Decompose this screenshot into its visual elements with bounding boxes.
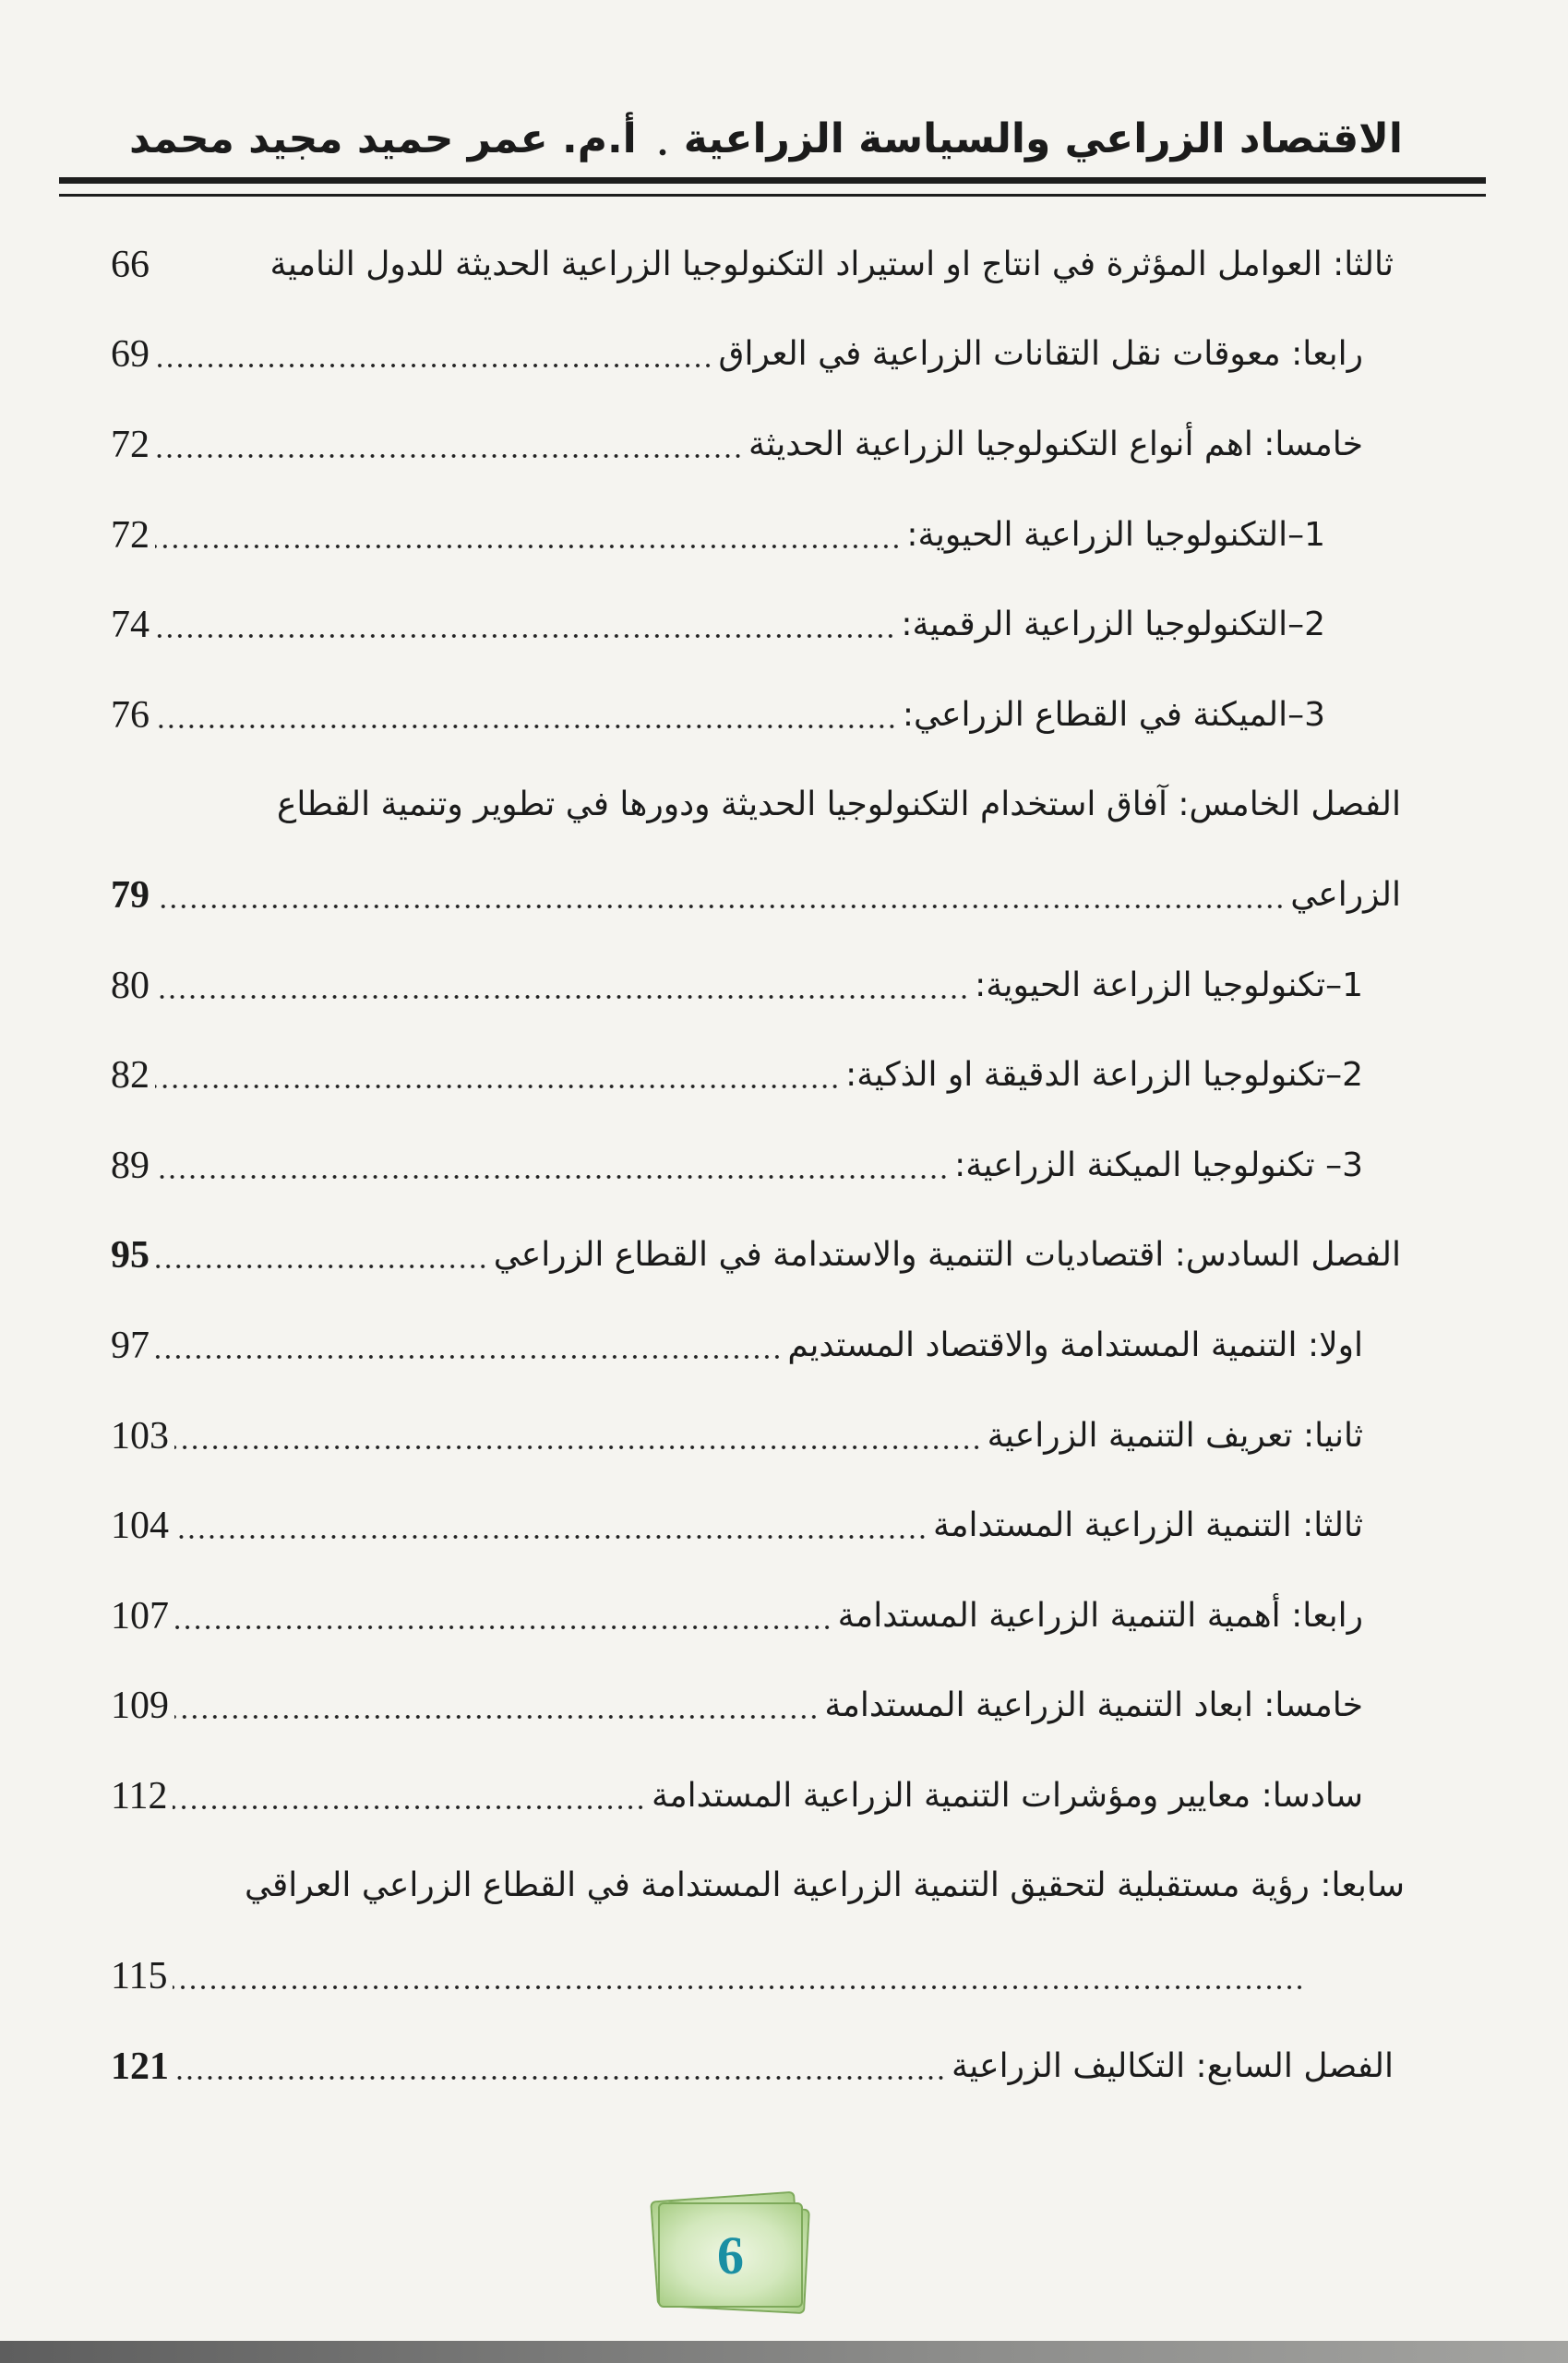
dot-leader xyxy=(174,1596,832,1637)
toc-entry-page: 104 xyxy=(111,1505,169,1548)
toc-entry-page: 107 xyxy=(111,1594,169,1637)
toc-entry xyxy=(111,1841,1405,1932)
toc-entry-title: رابعا: أهمية التنمية الزراعية المستدامة xyxy=(837,1596,1363,1635)
toc-entry-page: 69 xyxy=(111,333,150,377)
toc-chapter-entry-continued xyxy=(111,850,1405,941)
toc-entry xyxy=(111,1571,1405,1661)
toc-entry xyxy=(111,400,1405,490)
toc-entry-page: 76 xyxy=(111,693,150,737)
toc-chapter-page: 121 xyxy=(111,2045,169,2088)
toc-entry xyxy=(111,1751,1405,1841)
dot-leader xyxy=(174,2046,946,2087)
toc-list xyxy=(111,220,1405,2111)
toc-entry-page: 72 xyxy=(111,513,150,557)
toc-entry-title: اولا: التنمية المستدامة والاقتصاد المستديم xyxy=(787,1325,1363,1364)
toc-entry-page: 80 xyxy=(111,964,150,1007)
toc-entry-page: 66 xyxy=(111,243,150,286)
dot-leader xyxy=(155,334,713,375)
toc-entry-title: 1–التكنولوجيا الزراعية الحيوية: xyxy=(906,515,1325,554)
toc-chapter-title: الزراعي xyxy=(1290,875,1401,914)
toc-entry-title: سابعا: رؤية مستقبلية لتحقيق التنمية الزراعية المستدامة في القطاع الزراعي العراقي xyxy=(244,1866,1405,1905)
badge-card-front xyxy=(658,2202,803,2308)
toc-chapter-entry xyxy=(111,1211,1405,1301)
toc-entry-page: 74 xyxy=(111,604,150,647)
toc-entry xyxy=(111,1121,1405,1211)
toc-entry-page: 82 xyxy=(111,1054,150,1098)
toc-entry-title: 3– تكنولوجيا الميكنة الزراعية: xyxy=(954,1146,1363,1184)
dot-leader xyxy=(155,966,969,1006)
toc-chapter-title: الفصل السادس: اقتصاديات التنمية والاستدامة في القطاع الزراعي xyxy=(493,1236,1401,1275)
toc-entry xyxy=(111,1030,1405,1121)
dot-leader xyxy=(173,1776,646,1817)
toc-chapter-page: 95 xyxy=(111,1234,150,1277)
toc-entry-title: 2–التكنولوجيا الزراعية الرقمية: xyxy=(901,606,1325,644)
toc-chapter-entry xyxy=(111,761,1405,851)
dot-leader xyxy=(174,1505,928,1546)
toc-entry xyxy=(111,1391,1405,1481)
toc-entry-page: 115 xyxy=(111,1955,168,1998)
toc-entry xyxy=(111,941,1405,1031)
toc-chapter-title: الفصل السابع: التكاليف الزراعية xyxy=(951,2046,1394,2085)
page-number: 6 xyxy=(717,2225,744,2285)
running-header xyxy=(129,103,1403,174)
toc-entry xyxy=(111,220,1405,310)
dot-leader xyxy=(174,1416,982,1457)
toc-entry-title: خامسا: اهم أنواع التكنولوجيا الزراعية الحديثة xyxy=(748,425,1363,463)
dot-leader xyxy=(155,425,743,465)
author-name: أ.م. عمر حميد مجيد محمد xyxy=(129,114,637,162)
dot-leader xyxy=(155,1325,782,1366)
toc-entry-continued xyxy=(111,1931,1405,2021)
page-number-badge xyxy=(640,2184,821,2322)
toc-entry-title: خامسا: ابعاد التنمية الزراعية المستدامة xyxy=(824,1686,1363,1725)
header-dot-leader xyxy=(650,103,671,174)
toc-entry-title: سادسا: معايير ومؤشرات التنمية الزراعية المستدامة xyxy=(652,1776,1363,1815)
dot-leader xyxy=(174,1685,819,1726)
toc-entry-title: 1–تكنولوجيا الزراعة الحيوية: xyxy=(975,966,1363,1004)
toc-entry-page: 103 xyxy=(111,1414,169,1457)
dot-leader xyxy=(155,875,1285,916)
toc-entry xyxy=(111,1301,1405,1391)
dot-leader xyxy=(155,695,897,736)
toc-entry xyxy=(111,1481,1405,1571)
toc-entry-page: 72 xyxy=(111,423,150,466)
dot-leader xyxy=(173,1956,1305,1997)
toc-chapter-page: 79 xyxy=(111,873,150,917)
toc-entry xyxy=(111,490,1405,581)
toc-entry xyxy=(111,670,1405,761)
header-rule-thick xyxy=(59,177,1486,184)
toc-entry-title: رابعا: معوقات نقل التقانات الزراعية في العراق xyxy=(718,335,1363,374)
toc-entry xyxy=(111,580,1405,670)
toc-entry-page: 97 xyxy=(111,1324,150,1367)
toc-entry-page: 112 xyxy=(111,1774,168,1817)
dot-leader xyxy=(155,605,895,645)
header-rule-thin xyxy=(59,194,1486,197)
toc-entry-title: ثالثا: التنمية الزراعية المستدامة xyxy=(932,1506,1363,1545)
dot-leader xyxy=(155,1146,949,1186)
toc-entry-page: 89 xyxy=(111,1144,150,1187)
toc-entry-title: ثالثا: العوامل المؤثرة في انتاج او استيراد التكنولوجيا الزراعية الحديثة للدول النامية xyxy=(269,245,1394,283)
toc-entry-page: 109 xyxy=(111,1685,169,1728)
dot-leader xyxy=(155,1235,488,1276)
book-title: الاقتصاد الزراعي والسياسة الزراعية xyxy=(683,114,1403,162)
toc-chapter-title: الفصل الخامس: آفاق استخدام التكنولوجيا الحديثة ودورها في تطوير وتنمية القطاع xyxy=(276,786,1401,824)
scan-edge xyxy=(0,2341,1568,2363)
toc-entry-title: 2–تكنولوجيا الزراعة الدقيقة او الذكية: xyxy=(845,1056,1363,1095)
toc-chapter-entry xyxy=(111,2021,1405,2112)
toc-entry-title: 3–الميكنة في القطاع الزراعي: xyxy=(902,695,1325,734)
toc-entry xyxy=(111,1661,1405,1752)
dot-leader xyxy=(155,1055,840,1096)
dot-leader xyxy=(155,515,901,556)
toc-entry-title: ثانيا: تعريف التنمية الزراعية xyxy=(987,1416,1363,1455)
toc-entry xyxy=(111,310,1405,401)
